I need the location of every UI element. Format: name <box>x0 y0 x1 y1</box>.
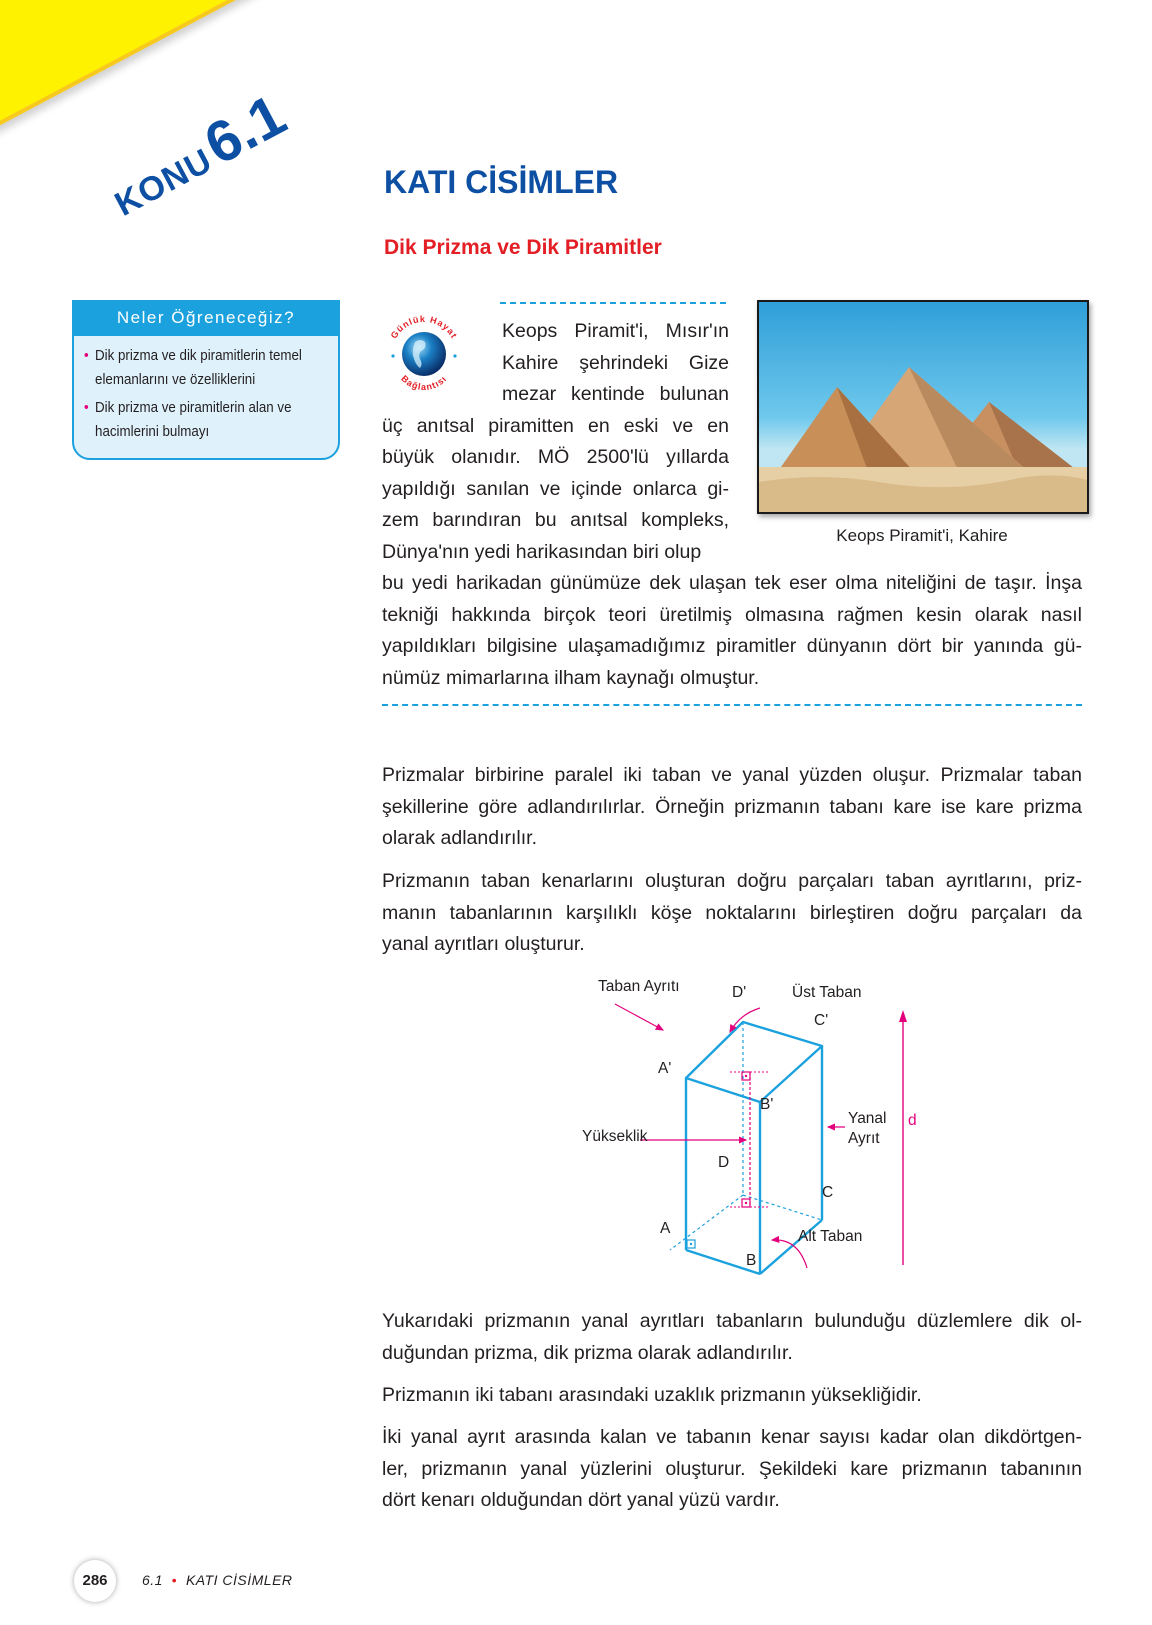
ribbon-number: 6.1 <box>194 82 297 178</box>
vertex-c-prime: C' <box>814 1012 829 1029</box>
text-line: Prizmanın taban kenarlarını oluşturan doğru parçaları taban ayrıtlarını, priz- <box>382 870 1082 892</box>
paragraph-prism-edges <box>382 866 1082 961</box>
label-ust-taban: Üst Taban <box>792 984 862 1001</box>
learning-goals-box <box>72 300 340 460</box>
label-yukseklik: Yükseklik <box>582 1128 648 1145</box>
learning-goals-title: Neler Öğreneceğiz? <box>74 302 338 336</box>
intro-line: Kahire şehrindeki Gize <box>502 351 729 374</box>
footer-section-title: KATI CİSİMLER <box>185 1572 293 1588</box>
intro-line: bu yedi harikadan günümüze dek ulaşan tek eser olma niteliğini de taşır. İnşa <box>382 572 1082 594</box>
intro-line: Keops Piramit'i, Mısır'ın <box>502 320 729 342</box>
text-line: dört kenarı olduğundan dört yanal yüzü vardır. <box>382 1489 780 1511</box>
vertex-a-prime: A' <box>658 1060 672 1077</box>
intro-line: büyük olanıdır. MÖ 2500'lü yıllarda <box>382 446 729 468</box>
pyramids-photo <box>757 300 1089 514</box>
intro-line: zem barındıran bu anıtsal kompleks, <box>382 509 729 531</box>
text-line: Prizmalar birbirine paralel iki taban ve yanal yüzden oluşur. Prizmalar taban <box>382 764 1082 786</box>
intro-line: Dünya'nın yedi harikasından biri olup <box>382 540 702 563</box>
paragraph-lateral-faces <box>382 1422 1082 1517</box>
text-line: Yukarıdaki prizmanın yanal ayrıtları tabanların bulunduğu düzlemlere dik ol- <box>382 1310 1082 1332</box>
page-title: KATI CİSİMLER <box>384 164 619 200</box>
paragraph-right-prism <box>382 1306 1082 1369</box>
vertex-b: B <box>746 1252 757 1269</box>
vertex-d-prime: D' <box>732 984 747 1001</box>
text-line: Prizmanın iki tabanı arasındaki uzaklık prizmanın yüksekliğidir. <box>382 1384 922 1406</box>
vertex-c: C <box>822 1184 834 1201</box>
label-alt-taban: Alt Taban <box>798 1228 863 1245</box>
text-line: şekillerine göre adlandırılırlar. Örneğin prizmanın tabanı kare ise kare prizma <box>382 795 1082 818</box>
text-line: yanal ayrıtları oluşturur. <box>382 933 585 955</box>
pyramids-illustration <box>759 302 1087 512</box>
prism-diagram <box>560 978 940 1290</box>
vertex-d: D <box>718 1154 730 1171</box>
text-line: olarak adlandırılır. <box>382 827 538 849</box>
svg-text:Bağlantısı: Bağlantısı <box>399 373 449 393</box>
footer-section-number: 6.1 <box>142 1572 163 1588</box>
learning-goals-list <box>74 344 338 444</box>
label-yanal: Yanal <box>848 1110 887 1127</box>
goal-item: • Dik prizma ve piramitlerin alan ve hacimlerini bulmayı <box>84 396 340 444</box>
dashed-divider-bottom <box>382 704 1082 706</box>
page-number: 286 <box>74 1560 116 1602</box>
topic-ribbon <box>0 0 658 161</box>
goal-item: • Dik prizma ve dik piramitlerin temel elemanlarını ve özelliklerini <box>84 344 340 392</box>
photo-caption: Keops Piramit'i, Kahire <box>836 526 1008 545</box>
intro-line: üç anıtsal piramitten en eski ve en <box>382 414 729 437</box>
paragraph-prism-definition <box>382 760 1082 855</box>
label-taban-ayriti: Taban Ayrıtı <box>598 978 680 995</box>
intro-line: nümüz mimarlarına ilham kaynağı olmuştur. <box>382 666 760 689</box>
intro-line: mezar kentinde bulunan <box>502 383 729 405</box>
section-subtitle: Dik Prizma ve Dik Piramitler <box>384 236 662 259</box>
text-line: İki yanal ayrıt arasında kalan ve tabanın kenar sayısı kadar olan dikdörtgen- <box>382 1426 1082 1448</box>
topic-ribbon-label <box>98 81 297 229</box>
vertex-a: A <box>660 1220 671 1237</box>
text-line: ler, prizmanın yanal yüzlerini oluşturur. Şekildeki kare prizmanın tabanının <box>382 1457 1082 1480</box>
dashed-divider-top <box>500 302 726 304</box>
text-line: duğundan prizma, dik prizma olarak adlandırılır. <box>382 1341 793 1364</box>
intro-line: tekniği hakkında birçok teori üretilmiş olmasına rağmen kesin olarak nasıl <box>382 603 1082 626</box>
intro-line: yapıldıkları bilgisine ulaşamadığımız piramitler dünyanın dört bir yanında gü- <box>382 635 1082 657</box>
intro-line: yapıldığı sanılan ve içinde onlarca gi- <box>382 477 729 500</box>
paragraph-height <box>382 1380 1082 1412</box>
label-d: d <box>908 1112 917 1129</box>
footer-section <box>142 1572 293 1588</box>
bullet-separator: • <box>167 1572 182 1588</box>
text-line: manın tabanlarının karşılıklı köşe noktalarını birleştiren doğru parçaları da <box>382 901 1082 924</box>
ribbon-prefix: KONU <box>108 141 219 224</box>
vertex-b-prime: B' <box>760 1096 774 1113</box>
svg-text:Günlük Hayat: Günlük Hayat <box>388 313 460 341</box>
label-ayrit: Ayrıt <box>848 1130 880 1147</box>
